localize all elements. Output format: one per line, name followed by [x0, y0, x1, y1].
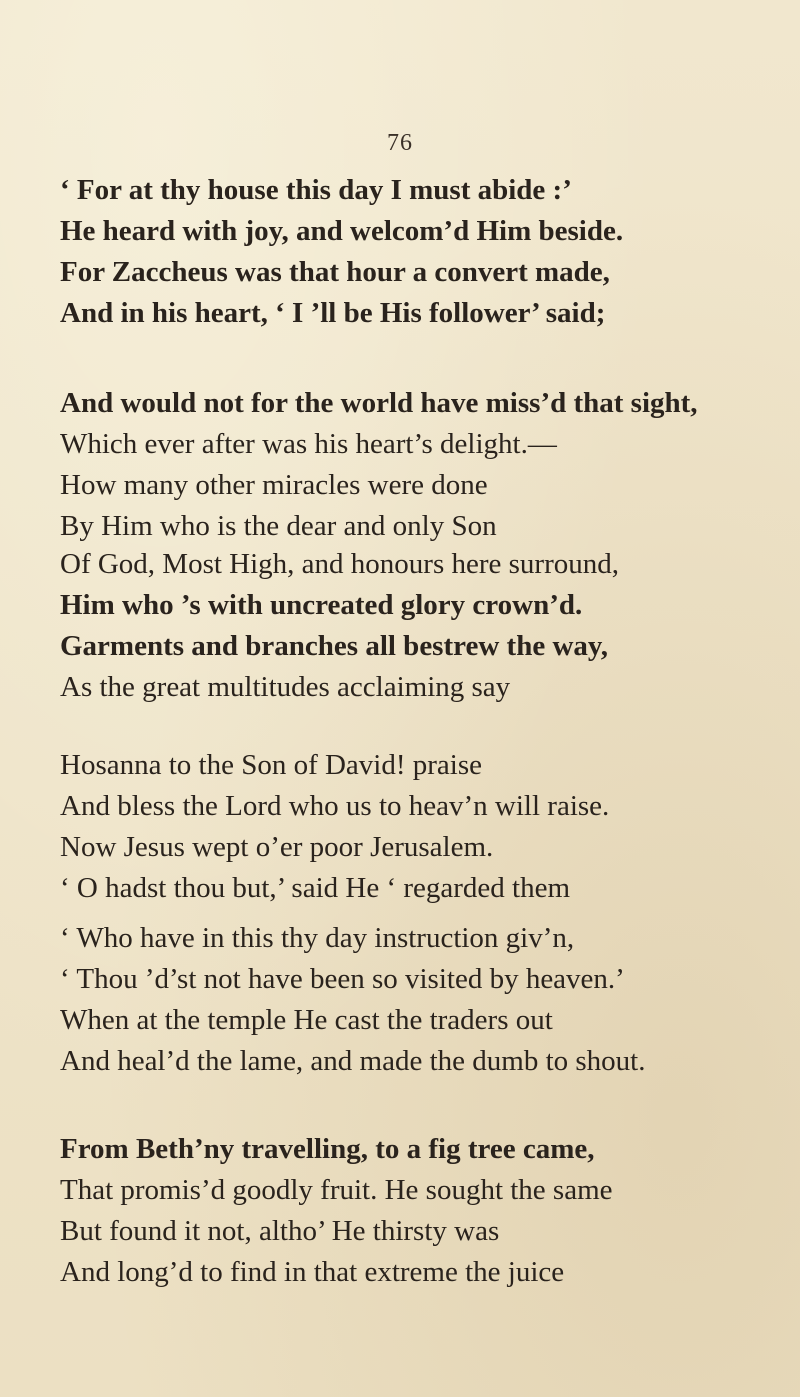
stanza-6	[60, 1129, 780, 1293]
stanza-1	[60, 170, 780, 334]
verse-line: And would not for the world have miss’d that sight,	[60, 387, 698, 419]
verse-line: When at the temple He cast the traders out	[60, 1004, 553, 1036]
verse-line: By Him who is the dear and only Son	[60, 510, 497, 542]
verse-line: And long’d to find in that extreme the juice	[60, 1256, 565, 1288]
verse-line: ‘ O hadst thou but,’ said He ‘ regarded them	[60, 872, 571, 904]
stanza-2	[60, 383, 780, 547]
verse-line: ‘ For at thy house this day I must abide :’	[60, 174, 572, 206]
verse-line: From Beth’ny travelling, to a fig tree came,	[60, 1133, 595, 1165]
verse-line: ‘ Who have in this thy day instruction giv’n,	[60, 922, 575, 954]
stanza-3	[60, 544, 780, 708]
verse-line: As the great multitudes acclaiming say	[60, 671, 511, 703]
verse-line: Which ever after was his heart’s delight.—	[60, 428, 557, 460]
verse-line: And bless the Lord who us to heav’n will raise.	[60, 790, 610, 822]
verse-line: Garments and branches all bestrew the way,	[60, 630, 609, 662]
verse-line: ‘ Thou ’d’st not have been so visited by heaven.’	[60, 963, 625, 995]
stanza-5	[60, 918, 780, 1082]
verse-line: Hosanna to the Son of David! praise	[60, 749, 483, 781]
verse-line: Him who ’s with uncreated glory crown’d.	[60, 589, 583, 621]
stanza-4	[60, 745, 780, 909]
page-number: 76	[387, 130, 413, 156]
verse-line: That promis’d goodly fruit. He sought the same	[60, 1174, 613, 1206]
verse-line: And in his heart, ‘ I ’ll be His follower’ said;	[60, 297, 606, 329]
verse-line: But found it not, altho’ He thirsty was	[60, 1215, 500, 1247]
verse-line: He heard with joy, and welcom’d Him beside.	[60, 215, 624, 247]
verse-line: How many other miracles were done	[60, 469, 488, 501]
verse-line: Of God, Most High, and honours here surround,	[60, 548, 619, 580]
verse-line: Now Jesus wept o’er poor Jerusalem.	[60, 831, 494, 863]
verse-line: And heal’d the lame, and made the dumb to shout.	[60, 1045, 646, 1077]
verse-line: For Zaccheus was that hour a convert made,	[60, 256, 610, 288]
